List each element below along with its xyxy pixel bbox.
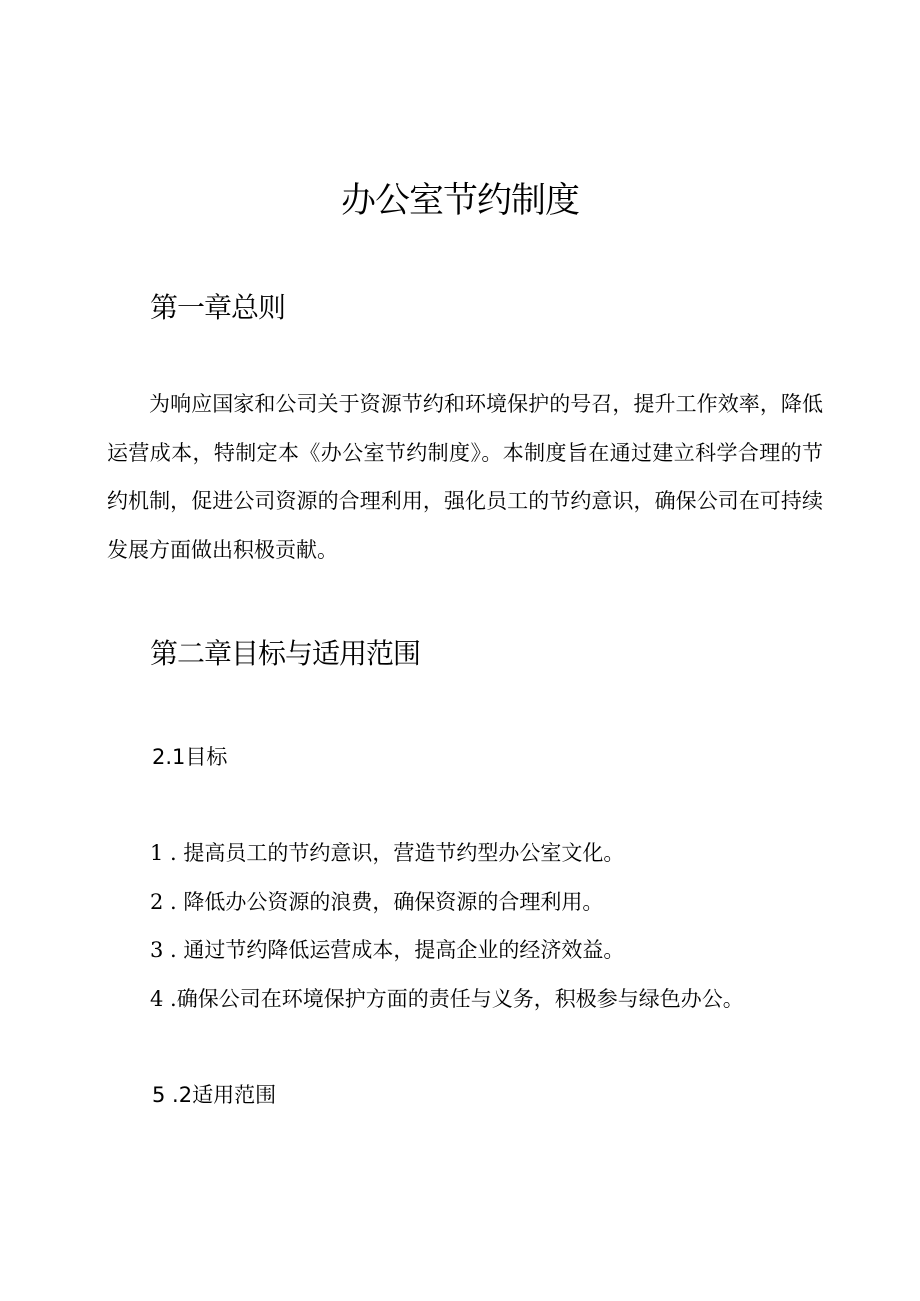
goals-list — [150, 835, 744, 1029]
list-item: 4 .确保公司在环境保护方面的责任与义务，积极参与绿色办公。 — [150, 986, 744, 1011]
section-2-2-heading: 5 .2适用范围 — [152, 1083, 277, 1107]
list-item: 2 . 降低办公资源的浪费，确保资源的合理利用。 — [150, 889, 604, 914]
chapter-2-heading: 第二章目标与适用范围 — [150, 637, 421, 670]
chapter-1-paragraph: 为响应国家和公司关于资源节约和环境保护的号召，提升工作效率，降低运营成本，特制定本《办公室节约制度》。本制度旨在通过建立科学合理的节约机制，促进公司资源的合理利用，强化员工的节约意识，确保公司在可持续发展方面做出积极贡献。 — [107, 392, 823, 562]
list-item: 3 . 通过节约降低运营成本，提高企业的经济效益。 — [150, 938, 625, 962]
section-2-1-heading: 2.1目标 — [152, 745, 228, 769]
chapter-1-heading: 第一章总则 — [150, 291, 286, 324]
list-item: 1 . 提高员工的节约意识，营造节约型办公室文化。 — [150, 841, 625, 865]
document-title: 办公室节约制度 — [340, 181, 579, 221]
